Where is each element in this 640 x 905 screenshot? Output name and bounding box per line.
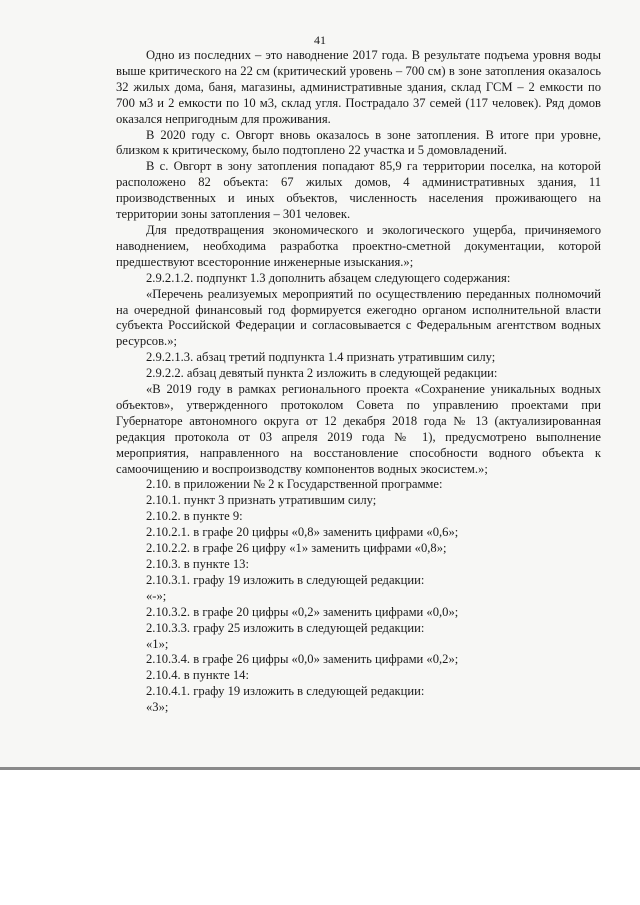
- paragraph: Для предотвращения экономического и экологического ущерба, причиняемого наводнением, необходима разработка проектно-сметной документации, которой предшествуют всесторонние инженерные изыскания.»;: [116, 222, 601, 269]
- list-item: 2.10.3.2. в графе 20 цифры «0,2» заменить цифрами «0,0»;: [146, 604, 459, 619]
- list-item: «3»;: [146, 700, 169, 715]
- list-item: 2.10.3. в пункте 13:: [146, 557, 249, 571]
- paragraph: В с. Овгорт в зону затопления попадают 85,9 га территории поселка, на которой расположено 82 объекта: 67 жилых домов, 4 административных здания, 11 производственных и иных объектов, численность населения проживающего на территории зоны затопления – 301 человек.: [116, 159, 601, 222]
- list-item: 2.10. в приложении № 2 к Государственной программе:: [146, 477, 443, 492]
- paragraph: Одно из последних – это наводнение 2017 года. В результате подъема уровня воды выше критического на 22 см (критический уровень – 700 см) в зоне затопления оказалось 32 жилых дома, баня, магазины, административные здания, склад ГСМ – 2 емкости по 700 м3 и 2 емкости по 10 м3, склад угля. Пострадало 37 семей (117 человек). Ряд домов оказался непригодным для проживания.: [116, 48, 601, 126]
- list-item: «1»;: [146, 636, 169, 651]
- paragraph: 2.9.2.2. абзац девятый пункта 2 изложить в следующей редакции:: [146, 366, 498, 381]
- list-item: 2.10.3.1. графу 19 изложить в следующей редакции:: [146, 572, 425, 587]
- list-item: 2.10.2.1. в графе 20 цифры «0,8» заменить цифрами «0,6»;: [146, 525, 459, 540]
- list-item: «-»;: [146, 588, 167, 603]
- paragraph: 2.9.2.1.2. подпункт 1.3 дополнить абзацем следующего содержания:: [146, 270, 511, 285]
- list-item: 2.10.3.4. в графе 26 цифры «0,0» заменить цифрами «0,2»;: [146, 652, 459, 667]
- list-item: 2.10.4. в пункте 14:: [146, 668, 249, 683]
- paragraph: «Перечень реализуемых мероприятий по осуществлению переданных полномочий на очередной финансовый год формируется ежегодно органом исполнительной власти субъекта Российской Федерации и согласовывается с Федеральным агентством водных ресурсов.»;: [116, 286, 601, 349]
- list-item: 2.10.4.1. графу 19 изложить в следующей редакции:: [146, 684, 425, 699]
- paragraph: В 2020 году с. Овгорт вновь оказалось в зоне затопления. В итоге при уровне, близком к критическому, было подтоплено 22 участка и 5 домовладений.: [116, 127, 601, 158]
- list-item: 2.10.3.3. графу 25 изложить в следующей редакции:: [146, 620, 425, 635]
- list-item: 2.10.1. пункт 3 признать утратившим силу;: [146, 493, 377, 508]
- document-body: [116, 48, 601, 716]
- paragraph: 2.9.2.1.3. абзац третий подпункта 1.4 признать утратившим силу;: [146, 350, 496, 365]
- list-item: 2.10.2. в пункте 9:: [146, 509, 243, 524]
- paragraph: «В 2019 году в рамках регионального проекта «Сохранение уникальных водных объектов», утвержденного протоколом Совета по управлению проектами при Губернаторе автономного округа от 12 декабря 2018 года № 13 (актуализированная редакция протокола от 03 апреля 2019 года № 1), предусмотрено выполнение мероприятия, направленного на восстановление способности водного объекта к самоочищению и воспроизводству компонентов водных экосистем.»;: [116, 382, 601, 476]
- page-number: 41: [314, 33, 326, 47]
- list-item: 2.10.2.2. в графе 26 цифру «1» заменить цифрами «0,8»;: [146, 541, 447, 556]
